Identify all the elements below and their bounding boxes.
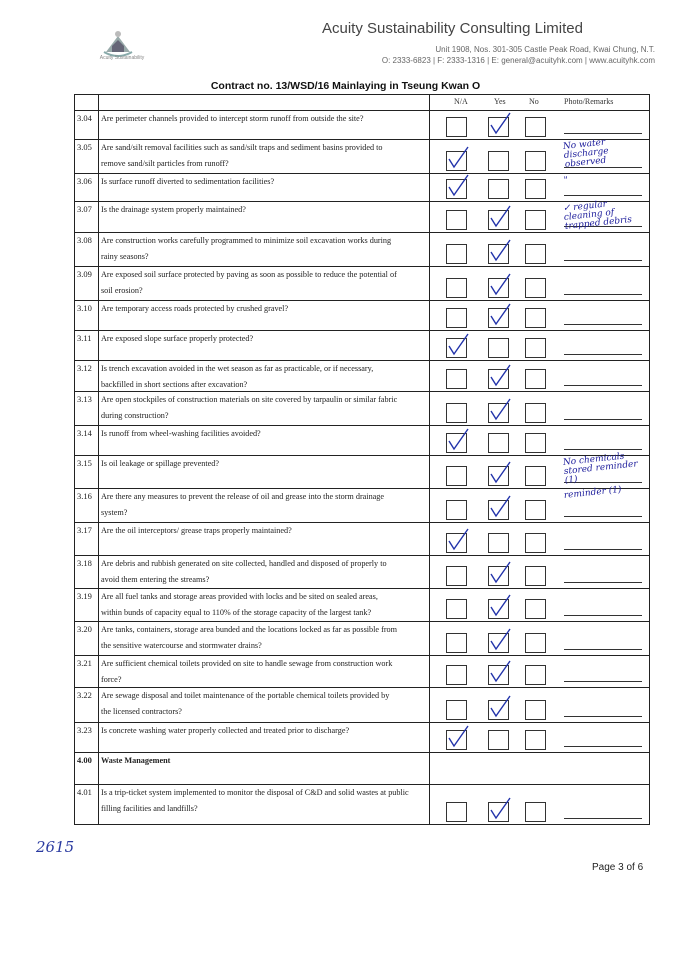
handwritten-remark: " bbox=[563, 175, 569, 186]
check-mark-icon bbox=[487, 796, 513, 822]
checkbox-yes[interactable] bbox=[488, 566, 509, 586]
table-column-rule bbox=[649, 94, 650, 825]
item-question-line: Are perimeter channels provided to intercept storm runoff from outside the site? bbox=[101, 114, 364, 123]
handwritten-remark: ✓ regular cleaning of trapped debris bbox=[562, 199, 633, 232]
checkbox-yes[interactable] bbox=[488, 308, 509, 328]
item-question-line: avoid them entering the streams? bbox=[101, 575, 210, 584]
check-mark-icon bbox=[487, 659, 513, 685]
checkbox-na[interactable] bbox=[446, 210, 467, 230]
checkbox-na[interactable] bbox=[446, 151, 467, 171]
remark-underline bbox=[564, 324, 642, 325]
checkbox-na[interactable] bbox=[446, 466, 467, 486]
table-row bbox=[74, 484, 649, 522]
company-name: Acuity Sustainability Consulting Limited bbox=[322, 20, 583, 37]
checkbox-no[interactable] bbox=[525, 278, 546, 298]
remark-underline bbox=[564, 582, 642, 583]
table-row bbox=[74, 139, 649, 173]
checkbox-no[interactable] bbox=[525, 369, 546, 389]
checkbox-na[interactable] bbox=[446, 308, 467, 328]
remark-underline bbox=[564, 516, 642, 517]
item-number: 3.13 bbox=[77, 394, 92, 404]
item-number: 3.08 bbox=[77, 235, 92, 245]
handwritten-page-number: 2615 bbox=[36, 838, 75, 856]
checkbox-no[interactable] bbox=[525, 179, 546, 199]
item-number: 4.01 bbox=[77, 787, 92, 797]
table-row bbox=[74, 752, 649, 784]
item-question-line: remove sand/silt particles from runoff? bbox=[101, 159, 229, 168]
checkbox-no[interactable] bbox=[525, 566, 546, 586]
item-question-line: within bunds of capacity equal to 110% of the storage capacity of the largest tank? bbox=[101, 608, 372, 617]
remark-underline bbox=[564, 549, 642, 550]
checkbox-na[interactable] bbox=[446, 244, 467, 264]
table-row bbox=[74, 391, 649, 425]
column-header-no: No bbox=[529, 97, 539, 106]
remark-underline bbox=[564, 746, 642, 747]
checkbox-yes[interactable] bbox=[488, 730, 509, 750]
logo-caption: Acuity Sustainability bbox=[99, 55, 145, 61]
check-mark-icon bbox=[445, 145, 471, 171]
handwritten-remark: No chemicals stored reminder (1) bbox=[562, 451, 639, 486]
check-mark-icon bbox=[445, 427, 471, 453]
item-question-line: force? bbox=[101, 675, 122, 684]
checkbox-yes[interactable] bbox=[488, 633, 509, 653]
item-number: 3.06 bbox=[77, 176, 92, 186]
check-mark-icon bbox=[445, 527, 471, 553]
item-question-line: system? bbox=[101, 508, 128, 517]
table-top-border bbox=[74, 94, 649, 95]
item-question-line: Are open stockpiles of construction materials on site covered by tarpaulin or similar fabric bbox=[101, 395, 398, 404]
table-column-rule bbox=[98, 94, 99, 825]
remark-underline bbox=[564, 716, 642, 717]
item-number: 3.14 bbox=[77, 428, 92, 438]
check-mark-icon bbox=[487, 397, 513, 423]
item-number: 3.20 bbox=[77, 624, 92, 634]
check-mark-icon bbox=[445, 332, 471, 358]
checkbox-yes[interactable] bbox=[488, 500, 509, 520]
checkbox-na[interactable] bbox=[446, 117, 467, 137]
table-row bbox=[74, 451, 649, 488]
check-mark-icon bbox=[487, 494, 513, 520]
checkbox-na[interactable] bbox=[446, 338, 467, 358]
item-question-line: Waste Management bbox=[101, 756, 171, 765]
table-row bbox=[74, 360, 649, 391]
item-question-line: Is runoff from wheel-washing facilities avoided? bbox=[101, 429, 261, 438]
item-question-line: Are construction works carefully programmed to minimize soil excavation works during bbox=[101, 236, 392, 245]
table-row bbox=[74, 110, 649, 139]
item-number: 3.22 bbox=[77, 690, 92, 700]
checkbox-yes[interactable] bbox=[488, 210, 509, 230]
item-number: 3.04 bbox=[77, 113, 92, 123]
item-question-line: Are temporary access roads protected by crushed gravel? bbox=[101, 304, 289, 313]
item-number: 3.10 bbox=[77, 303, 92, 313]
check-mark-icon bbox=[487, 238, 513, 264]
table-column-rule bbox=[74, 94, 75, 825]
item-number: 3.18 bbox=[77, 558, 92, 568]
checkbox-na[interactable] bbox=[446, 665, 467, 685]
checkbox-no[interactable] bbox=[525, 403, 546, 423]
remark-underline bbox=[564, 385, 642, 386]
checkbox-no[interactable] bbox=[525, 117, 546, 137]
checkbox-yes[interactable] bbox=[488, 403, 509, 423]
checkbox-yes[interactable] bbox=[488, 433, 509, 453]
check-mark-icon bbox=[487, 694, 513, 720]
item-question-line: Are exposed slope surface properly protected? bbox=[101, 334, 254, 343]
checkbox-yes[interactable] bbox=[488, 117, 509, 137]
table-row bbox=[74, 784, 649, 824]
checkbox-na[interactable] bbox=[446, 533, 467, 553]
address-line-2: O: 2333-6823 | F: 2333-1316 | E: general@acuityhk.com | www.acuityhk.com bbox=[381, 56, 655, 65]
check-mark-icon bbox=[445, 724, 471, 750]
checkbox-no[interactable] bbox=[525, 210, 546, 230]
column-header-na: N/A bbox=[454, 97, 468, 106]
checkbox-no[interactable] bbox=[525, 151, 546, 171]
item-question-line: Are debris and rubbish generated on site collected, handled and disposed of properly to bbox=[101, 559, 387, 568]
table-row bbox=[74, 522, 649, 555]
check-mark-icon bbox=[487, 363, 513, 389]
checkbox-yes[interactable] bbox=[488, 179, 509, 199]
checkbox-no[interactable] bbox=[525, 533, 546, 553]
table-row bbox=[74, 621, 649, 655]
remark-underline bbox=[564, 294, 642, 295]
item-question-line: backfilled in short sections after excavation? bbox=[101, 380, 248, 389]
item-number: 3.09 bbox=[77, 269, 92, 279]
item-question-line: Are tanks, containers, storage area bunded and the locations locked as far as possible from bbox=[101, 625, 398, 634]
table-row bbox=[74, 555, 649, 588]
checkbox-na[interactable] bbox=[446, 802, 467, 822]
item-question-line: Is oil leakage or spillage prevented? bbox=[101, 459, 219, 468]
table-row bbox=[74, 173, 649, 201]
checkbox-na[interactable] bbox=[446, 566, 467, 586]
checkbox-no[interactable] bbox=[525, 599, 546, 619]
checkbox-no[interactable] bbox=[525, 665, 546, 685]
address-line-1: Unit 1908, Nos. 301-305 Castle Peak Road, Kwai Chung, N.T. bbox=[435, 45, 655, 54]
table-row-rule bbox=[74, 824, 649, 825]
remark-underline bbox=[564, 615, 642, 616]
checkbox-na[interactable] bbox=[446, 633, 467, 653]
item-number: 3.23 bbox=[77, 725, 92, 735]
checkbox-no[interactable] bbox=[525, 244, 546, 264]
check-mark-icon bbox=[487, 593, 513, 619]
checkbox-no[interactable] bbox=[525, 500, 546, 520]
checkbox-yes[interactable] bbox=[488, 338, 509, 358]
column-header-yes: Yes bbox=[494, 97, 506, 106]
checkbox-no[interactable] bbox=[525, 802, 546, 822]
remark-underline bbox=[564, 195, 642, 196]
checkbox-na[interactable] bbox=[446, 500, 467, 520]
checkbox-na[interactable] bbox=[446, 369, 467, 389]
item-question-line: Are sewage disposal and toilet maintenance of the portable chemical toilets provided by bbox=[101, 691, 390, 700]
remark-underline bbox=[564, 260, 642, 261]
checkbox-yes[interactable] bbox=[488, 278, 509, 298]
table-row bbox=[74, 201, 649, 232]
item-question-line: during construction? bbox=[101, 411, 169, 420]
table-row bbox=[74, 687, 649, 722]
checkbox-no[interactable] bbox=[525, 633, 546, 653]
item-number: 3.16 bbox=[77, 491, 92, 501]
checkbox-yes[interactable] bbox=[488, 533, 509, 553]
item-number: 3.19 bbox=[77, 591, 92, 601]
item-question-line: the sensitive watercourse and stormwater drains? bbox=[101, 641, 262, 650]
item-question-line: Is a trip-ticket system implemented to monitor the disposal of C&D and solid wastes at public bbox=[101, 788, 409, 797]
remark-underline bbox=[564, 649, 642, 650]
checkbox-yes[interactable] bbox=[488, 244, 509, 264]
checkbox-yes[interactable] bbox=[488, 700, 509, 720]
checkbox-na[interactable] bbox=[446, 730, 467, 750]
column-header-remarks: Photo/Remarks bbox=[564, 97, 614, 106]
table-row bbox=[74, 232, 649, 266]
item-number: 3.21 bbox=[77, 658, 92, 668]
item-question-line: Are exposed soil surface protected by paving as soon as possible to reduce the potential of bbox=[101, 270, 397, 279]
table-row bbox=[74, 722, 649, 752]
item-number: 4.00 bbox=[77, 755, 92, 765]
company-address bbox=[240, 44, 655, 66]
checkbox-na[interactable] bbox=[446, 700, 467, 720]
checkbox-no[interactable] bbox=[525, 433, 546, 453]
item-question-line: Are all fuel tanks and storage areas provided with locks and be sited on sealed areas, bbox=[101, 592, 378, 601]
remark-underline bbox=[564, 419, 642, 420]
check-mark-icon bbox=[487, 302, 513, 328]
checkbox-yes[interactable] bbox=[488, 665, 509, 685]
table-column-rule bbox=[429, 94, 430, 825]
checkbox-no[interactable] bbox=[525, 466, 546, 486]
checkbox-na[interactable] bbox=[446, 179, 467, 199]
checkbox-yes[interactable] bbox=[488, 599, 509, 619]
item-number: 3.07 bbox=[77, 204, 92, 214]
table-row bbox=[74, 655, 649, 687]
check-mark-icon bbox=[487, 272, 513, 298]
company-logo bbox=[98, 22, 138, 70]
checklist-table bbox=[74, 94, 649, 817]
table-row bbox=[74, 330, 649, 360]
check-mark-icon bbox=[487, 111, 513, 137]
handwritten-remark: No water discharge observed bbox=[562, 137, 610, 170]
check-mark-icon bbox=[487, 627, 513, 653]
handwritten-remark: reminder (1) bbox=[563, 484, 622, 501]
remark-underline bbox=[564, 681, 642, 682]
page-number: Page 3 of 6 bbox=[592, 862, 644, 873]
item-number: 3.05 bbox=[77, 142, 92, 152]
item-number: 3.11 bbox=[77, 333, 92, 343]
remark-underline bbox=[564, 449, 642, 450]
checkbox-no[interactable] bbox=[525, 730, 546, 750]
item-number: 3.17 bbox=[77, 525, 92, 535]
table-row bbox=[74, 425, 649, 455]
check-mark-icon bbox=[487, 560, 513, 586]
checkbox-yes[interactable] bbox=[488, 802, 509, 822]
checkbox-na[interactable] bbox=[446, 278, 467, 298]
item-question-line: Are there any measures to prevent the release of oil and grease into the storm drainage bbox=[101, 492, 385, 501]
checkbox-na[interactable] bbox=[446, 433, 467, 453]
item-question-line: Is trench excavation avoided in the wet season as far as practicable, or if necessary, bbox=[101, 364, 374, 373]
checkbox-yes[interactable] bbox=[488, 151, 509, 171]
item-number: 3.15 bbox=[77, 458, 92, 468]
check-mark-icon bbox=[487, 204, 513, 230]
item-question-line: Are sand/silt removal facilities such as sand/silt traps and sediment basins provided to bbox=[101, 143, 383, 152]
item-question-line: soil erosion? bbox=[101, 286, 143, 295]
table-row bbox=[74, 588, 649, 621]
checkbox-no[interactable] bbox=[525, 700, 546, 720]
checkbox-no[interactable] bbox=[525, 308, 546, 328]
item-question-line: filling facilities and landfills? bbox=[101, 804, 198, 813]
table-row bbox=[74, 266, 649, 300]
item-question-line: Are the oil interceptors/ grease traps properly maintained? bbox=[101, 526, 292, 535]
item-question-line: Is the drainage system properly maintained? bbox=[101, 205, 246, 214]
item-question-line: Is surface runoff diverted to sedimentation facilities? bbox=[101, 177, 275, 186]
remark-underline bbox=[564, 818, 642, 819]
item-question-line: Is concrete washing water properly collected and treated prior to discharge? bbox=[101, 726, 350, 735]
check-mark-icon bbox=[487, 460, 513, 486]
checkbox-na[interactable] bbox=[446, 403, 467, 423]
item-number: 3.12 bbox=[77, 363, 92, 373]
contract-title: Contract no. 13/WSD/16 Mainlaying in Tseung Kwan O bbox=[210, 80, 481, 92]
checkbox-na[interactable] bbox=[446, 599, 467, 619]
item-question-line: rainy seasons? bbox=[101, 252, 149, 261]
check-mark-icon bbox=[445, 173, 471, 199]
remark-underline bbox=[564, 354, 642, 355]
checkbox-no[interactable] bbox=[525, 338, 546, 358]
checkbox-yes[interactable] bbox=[488, 466, 509, 486]
item-question-line: Are sufficient chemical toilets provided on site to handle sewage from construction work bbox=[101, 659, 393, 668]
checkbox-yes[interactable] bbox=[488, 369, 509, 389]
table-row bbox=[74, 300, 649, 330]
remark-underline bbox=[564, 133, 642, 134]
item-question-line: the licensed contractors? bbox=[101, 707, 182, 716]
